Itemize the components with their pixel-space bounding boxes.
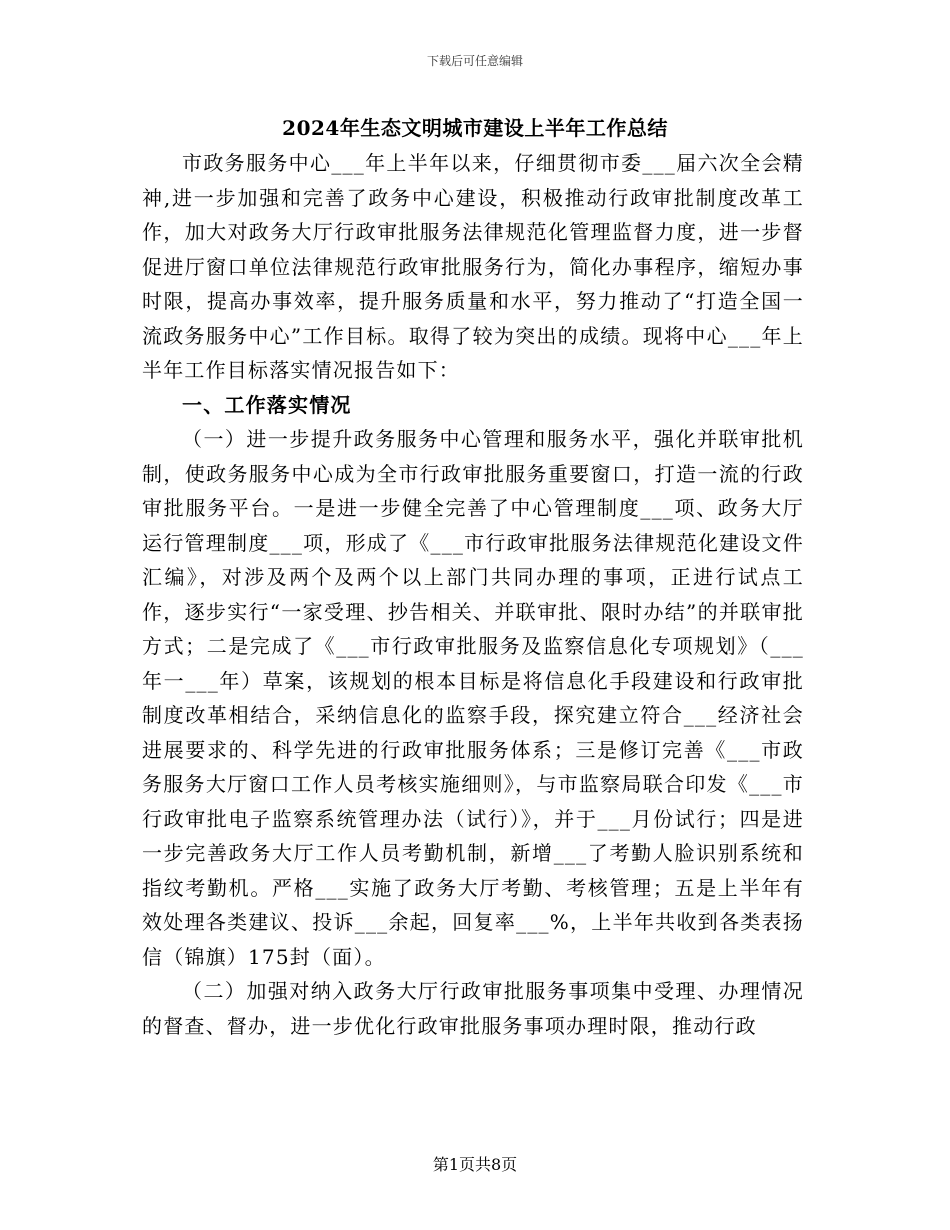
section-heading: 一、工作落实情况 (182, 392, 352, 417)
paragraph-item-1: （一）进一步提升政务服务中心管理和服务水平，强化并联审批机制，使政务服务中心成为全市行政审批服务重要窗口，打造一流的行政审批服务平台。一是进一步健全完善了中心管理制度___项、政务大厅运行管理制度___项，形成了《___市行政审批服务法律规范化建设文件汇编》，对涉及两个及两个以上部门共同办理的事项，正进行试点工作，逐步实行“一家受理、抄告相关、并联审批、限时办结”的并联审批方式；二是完成了《___市行政审批服务及监察信息化专项规划》（___年一___年）草案，该规划的根本目标是将信息化手段建设和行政审批制度改革相结合，采纳信息化的监察手段，探究建立符合___经济社会进展要求的、科学先进的行政审批服务体系；三是修订完善《___市政务服务大厅窗口工作人员考核实施细则》，与市监察局联合印发《___市行政审批电子监察系统管理办法（试行）》，并于___月份试行；四是进一步完善政务大厅工作人员考勤机制，新增___了考勤人脸识别系统和指纹考勤机。严格___实施了政务大厅考勤、考核管理；五是上半年有效处理各类建议、投诉___余起，回复率___%，上半年共收到各类表扬信（锦旗）175封（面）。 (142, 427, 804, 969)
paragraph-item-2: （二）加强对纳入政务大厅行政审批服务事项集中受理、办理情况的督查、督办，进一步优化行政审批服务事项办理时限，推动行政 (142, 979, 804, 1038)
page-header-note: 下载后可任意编辑 (426, 54, 523, 68)
document-title: 2024年生态文明城市建设上半年工作总结 (282, 116, 668, 140)
intro-paragraph: 市政务服务中心___年上半年以来，仔细贯彻市委___届六次全会精神,进一步加强和完善了政务中心建设，积极推动行政审批制度改革工作，加大对政务大厅行政审批服务法律规范化管理监督力度，进一步督促进厅窗口单位法律规范行政审批服务行为，简化办事程序，缩短办事时限，提高办事效率，提升服务质量和水平，努力推动了“打造全国一流政务服务中心”工作目标。取得了较为突出的成绩。现将中心___年上半年工作目标落实情况报告如下： (142, 151, 804, 382)
page-number: 第1页共8页 (432, 1155, 518, 1174)
document-body (142, 146, 804, 1043)
